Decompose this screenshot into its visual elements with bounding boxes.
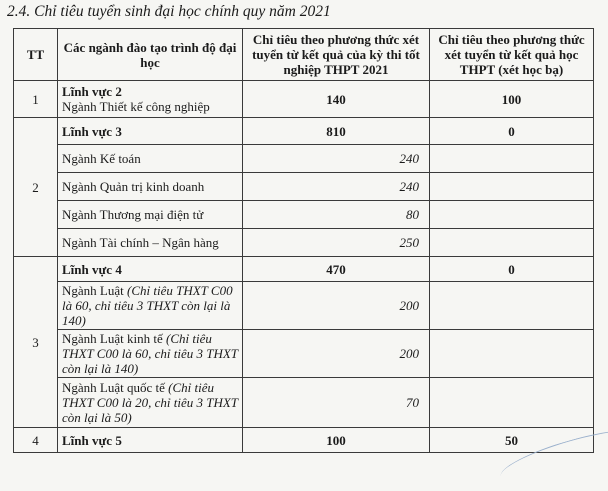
table-row [14,378,594,428]
major-title: Ngành Luật kinh tế [62,331,163,346]
major-name: Ngành Tài chính – Ngân hàng [58,229,243,257]
empty-cell [430,330,594,378]
transcript-quota: 100 [430,81,594,118]
table-row [14,145,594,173]
major-name: Ngành Thương mại điện tử [58,201,243,229]
field-name: Lĩnh vực 3 [58,118,243,145]
empty-cell [430,378,594,428]
header-exam-quota: Chỉ tiêu theo phương thức xét tuyển từ kết quả của kỳ thi tốt nghiệp THPT 2021 [243,29,430,81]
exam-quota: 470 [243,257,430,282]
empty-cell [430,201,594,229]
table-row [14,229,594,257]
major-name [58,282,243,330]
section-title: 2.4. Chỉ tiêu tuyển sinh đại học chính quy năm 2021 [7,3,331,20]
row-number: 4 [14,428,58,453]
table-row [14,118,594,145]
header-transcript-quota: Chỉ tiêu theo phương thức xét tuyển từ kết quả học THPT (xét học bạ) [430,29,594,81]
major-note: (Chỉ tiêu THXT C00 là 60, chỉ tiêu 3 THXT còn lại là 140) [62,283,233,328]
header-tt: TT [14,29,58,81]
major-title: Ngành Luật [62,283,124,298]
transcript-quota: 0 [430,118,594,145]
transcript-quota: 50 [430,428,594,453]
header-majors: Các ngành đào tạo trình độ đại học [58,29,243,81]
empty-cell [430,282,594,330]
major-exam-quota: 240 [243,145,430,173]
empty-cell [430,145,594,173]
major-exam-quota: 70 [243,378,430,428]
transcript-quota: 0 [430,257,594,282]
field-name: Lĩnh vực 2 [62,84,122,99]
major-exam-quota: 200 [243,330,430,378]
enrollment-quota-table [13,28,594,453]
header-row [14,29,594,81]
major-name [58,378,243,428]
major-exam-quota: 200 [243,282,430,330]
major-exam-quota: 80 [243,201,430,229]
exam-quota: 810 [243,118,430,145]
table-row [14,428,594,453]
major-exam-quota: 250 [243,229,430,257]
major-name [58,330,243,378]
field-cell [58,81,243,118]
table-row [14,201,594,229]
field-name: Lĩnh vực 5 [58,428,243,453]
major-name: Ngành Thiết kế công nghiệp [62,99,210,114]
row-number: 3 [14,257,58,428]
table-row [14,81,594,118]
major-note: (Chỉ tiêu THXT C00 là 20, chỉ tiêu 3 THXT còn lại là 50) [62,380,238,425]
major-exam-quota: 240 [243,173,430,201]
exam-quota: 100 [243,428,430,453]
empty-cell [430,173,594,201]
row-number: 2 [14,118,58,257]
major-note: (Chỉ tiêu THXT C00 là 60, chỉ tiêu 3 THXT còn lại là 140) [62,331,238,376]
table-row [14,257,594,282]
row-number: 1 [14,81,58,118]
major-name: Ngành Quản trị kinh doanh [58,173,243,201]
empty-cell [430,229,594,257]
table-row [14,173,594,201]
table-row [14,330,594,378]
field-name: Lĩnh vực 4 [58,257,243,282]
table-row [14,282,594,330]
major-title: Ngành Luật quốc tế [62,380,165,395]
major-name: Ngành Kế toán [58,145,243,173]
exam-quota: 140 [243,81,430,118]
